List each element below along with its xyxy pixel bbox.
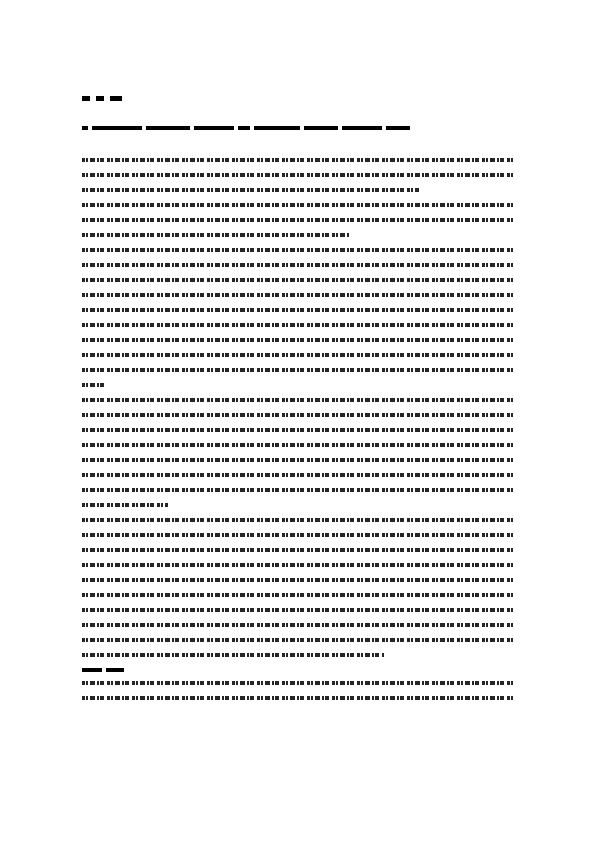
subtitle-mark <box>92 126 142 130</box>
text-line <box>82 681 514 685</box>
text-line <box>82 653 384 657</box>
header-mark <box>110 96 122 101</box>
subtitle-mark <box>342 126 382 130</box>
subtitle-mark <box>146 126 190 130</box>
text-line <box>82 503 168 507</box>
text-line <box>82 158 514 162</box>
paragraph <box>82 398 514 507</box>
text-line <box>82 428 514 432</box>
text-line <box>82 338 514 342</box>
text-line <box>82 548 514 552</box>
text-line <box>82 398 514 402</box>
text-line <box>82 278 514 282</box>
paragraph <box>82 681 514 700</box>
paragraph <box>82 203 514 237</box>
text-line <box>82 458 514 462</box>
paragraph <box>82 158 514 192</box>
subtitle-mark <box>238 126 250 130</box>
section-heading-mark <box>106 668 124 672</box>
running-header <box>82 96 128 101</box>
text-line <box>82 248 514 252</box>
subtitle-mark <box>386 126 410 130</box>
text-line <box>82 203 514 207</box>
text-line <box>82 623 514 627</box>
document-body <box>82 158 514 711</box>
header-mark <box>96 96 104 101</box>
text-line <box>82 608 514 612</box>
text-line <box>82 323 514 327</box>
subtitle-mark <box>194 126 234 130</box>
text-line <box>82 533 514 537</box>
section-heading-mark <box>82 668 102 672</box>
text-line <box>82 518 514 522</box>
document-subtitle <box>82 126 414 130</box>
subtitle-mark <box>82 126 88 130</box>
text-line <box>82 188 419 192</box>
text-line <box>82 578 514 582</box>
text-line <box>82 563 514 567</box>
text-line <box>82 173 514 177</box>
text-line <box>82 263 514 267</box>
paragraph <box>82 518 514 657</box>
header-mark <box>82 96 90 101</box>
text-line <box>82 233 350 237</box>
text-line <box>82 413 514 417</box>
text-line <box>82 593 514 597</box>
text-line <box>82 368 514 372</box>
text-line <box>82 443 514 447</box>
text-line <box>82 218 514 222</box>
text-line <box>82 473 514 477</box>
text-line <box>82 353 514 357</box>
subtitle-mark <box>254 126 300 130</box>
text-line <box>82 696 514 700</box>
text-line <box>82 293 514 297</box>
text-line <box>82 308 514 312</box>
text-line <box>82 638 514 642</box>
text-line <box>82 383 104 387</box>
text-line <box>82 488 514 492</box>
paragraph <box>82 248 514 387</box>
subtitle-mark <box>304 126 338 130</box>
section-heading <box>82 668 514 672</box>
